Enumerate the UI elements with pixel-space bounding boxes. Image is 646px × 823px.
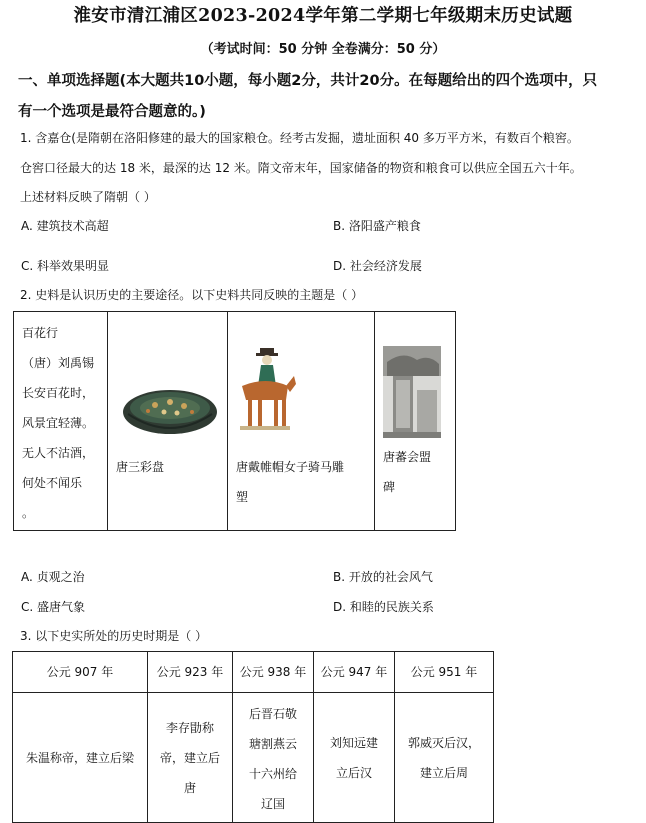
question-3-stem: 3. 以下史实所处的历史时期是（ ）	[20, 629, 208, 643]
q1-option-a[interactable]: A. 建筑技术高超	[21, 219, 109, 233]
horse-rider-figure-image	[236, 346, 296, 436]
q2-option-d[interactable]: D. 和睦的民族关系	[333, 600, 434, 614]
horse-rider-caption-line2: 塑	[236, 490, 249, 504]
alliance-stele-caption-line1: 唐蕃会盟	[383, 450, 432, 464]
year-cell: 公元 907 年	[13, 652, 148, 693]
year-cell: 公元 951 年	[395, 652, 494, 693]
section-heading	[18, 66, 633, 128]
event-line: 瑭割燕云	[248, 737, 297, 751]
event-line: 帝，建立后	[159, 750, 220, 765]
poem-line: 长安百花时，	[22, 386, 95, 400]
event-line: 唐	[183, 780, 196, 795]
event-cell	[233, 693, 314, 823]
year-cell: 公元 923 年	[148, 652, 233, 693]
poem-line: 百花行	[22, 326, 59, 340]
q2-option-c[interactable]: C. 盛唐气象	[21, 600, 86, 614]
q2-source-table	[13, 311, 456, 531]
alliance-stele-image	[383, 346, 441, 438]
event-line: 辽国	[260, 797, 285, 811]
year-cell: 公元 947 年	[314, 652, 395, 693]
question-1	[20, 124, 632, 213]
question-1-line1: 1. 含嘉仓(是隋朝在洛阳修建的最大的国家粮仓。经考古发掘，遗址面积 40 多万平方米，有数百个粮窖。	[20, 131, 579, 145]
year-cell: 公元 938 年	[233, 652, 314, 693]
poem-line: 无人不沽酒，	[22, 446, 95, 460]
exam-subtitle: （考试时间：50 分钟 全卷满分：50 分）	[200, 42, 446, 57]
tricolor-plate-cell	[108, 312, 228, 531]
event-line: 后晋石敬	[248, 707, 297, 721]
horse-rider-cell	[228, 312, 375, 531]
event-cell	[395, 693, 494, 823]
section-heading-line1: 一、单项选择题(本大题共10小题，每小题2分，共计20分。在每题给出的四个选项中，只	[18, 73, 598, 89]
poem-line: （唐）刘禹锡	[22, 356, 95, 370]
q1-option-c[interactable]: C. 科举效果明显	[21, 259, 110, 273]
question-1-line2: 仓窖口径最大的达 18 米，最深的达 12 米。隋文帝末年，国家储备的物资和粮食可以供应全国五六十年。	[20, 160, 582, 175]
poem-line: 风景宜轻薄。	[22, 416, 95, 430]
event-line: 建立后周	[419, 765, 468, 780]
event-line: 十六州给	[248, 767, 297, 781]
event-line: 刘知远建	[329, 735, 378, 750]
q3-timeline-table	[12, 651, 494, 823]
section-heading-line2: 有一个选项是最符合题意的。)	[18, 104, 206, 120]
alliance-stele-cell	[375, 312, 456, 531]
tricolor-plate-image	[120, 378, 220, 438]
q2-option-b[interactable]: B. 开放的社会风气	[333, 570, 433, 584]
event-line: 郭威灭后汉，	[407, 735, 480, 750]
poem-line: 何处不闻乐	[22, 476, 83, 490]
exam-title: 淮安市清江浦区2023-2024学年第二学期七年级期末历史试题	[73, 6, 573, 26]
question-1-line3: 上述材料反映了隋朝（ ）	[20, 190, 156, 204]
event-cell	[13, 693, 148, 823]
poem-line: 。	[22, 506, 35, 520]
q1-option-d[interactable]: D. 社会经济发展	[333, 259, 422, 273]
tricolor-plate-caption: 唐三彩盘	[116, 460, 165, 474]
q2-option-a[interactable]: A. 贞观之治	[21, 570, 85, 584]
event-line: 李存勖称	[165, 720, 214, 735]
horse-rider-caption-line1: 唐戴帷帽女子骑马雕	[236, 460, 345, 474]
poem-cell	[14, 312, 108, 531]
question-2-stem: 2. 史料是认识历史的主要途径。以下史料共同反映的主题是（ ）	[20, 288, 364, 302]
q1-option-b[interactable]: B. 洛阳盛产粮食	[333, 219, 421, 233]
event-cell	[314, 693, 395, 823]
alliance-stele-caption-line2: 碑	[383, 480, 396, 494]
event-line: 立后汉	[335, 765, 372, 780]
event-cell	[148, 693, 233, 823]
event-line: 朱温称帝，建立后梁	[25, 750, 134, 765]
